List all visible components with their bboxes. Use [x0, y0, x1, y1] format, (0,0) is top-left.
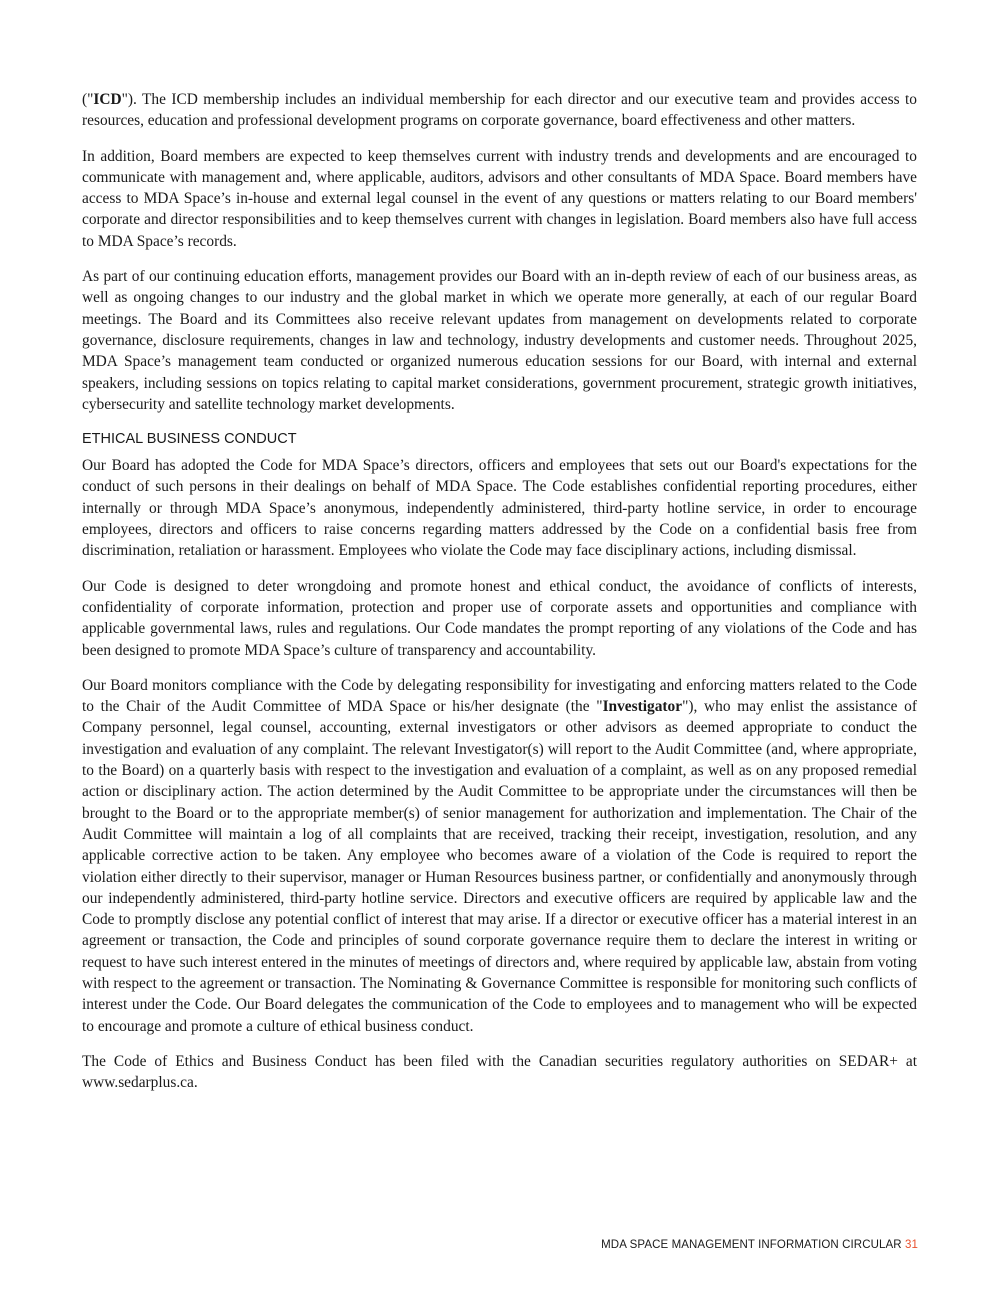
page-number: 31	[905, 1239, 918, 1251]
paragraph-code-designed: Our Code is designed to deter wrongdoing and promote honest and ethical conduct, the avoidance of conflicts of interests, confidentiality of corporate information, protection and proper use of corporate assets and opportunities and compliance with applicable governmental laws, rules and regulations. Our Code mandates the prompt reporting of any violations of the Code and has been designed to promote MDA Space’s culture of transparency and accountability.	[82, 577, 917, 659]
paragraph-code-filed: The Code of Ethics and Business Conduct has been filed with the Canadian securities regulatory authorities on SEDAR+ at www.sedarplus.ca.	[82, 1052, 917, 1092]
paragraph-code-adopted: Our Board has adopted the Code for MDA Space’s directors, officers and employees that sets out our Board's expectations for the conduct of such persons in their dealings on behalf of MDA Space. The Code establishes confidential reporting procedures, either internally or through MDA Space’s anonymous, independently administered, third-party hotline service, in order to encourage employees, directors and officers to raise concerns regarding matters addressed by the Code on a confidential basis free from discrimination, retaliation or harassment. Employees who violate the Code may face disciplinary actions, including dismissal.	[82, 457, 917, 560]
page-footer	[601, 1239, 918, 1251]
page-body	[82, 89, 917, 1107]
defined-term-icd: ICD	[93, 91, 122, 108]
paragraph-text: ("	[82, 91, 94, 108]
section-heading-ethical-business-conduct: ETHICAL BUSINESS CONDUCT	[82, 431, 297, 448]
paragraph-board-current: In addition, Board members are expected to keep themselves current with industry trends and developments and are encouraged to communicate with management and, where applicable, auditors, advisors and other consultants of MDA Space. Board members have access to MDA Space’s in-house and external legal counsel in the event of any questions or matters relating to our Board members' corporate and director responsibilities and to keep themselves current with changes in legislation. Board members also have full access to MDA Space’s records.	[82, 147, 917, 250]
defined-term-investigator: Investigator	[602, 698, 683, 716]
paragraph-icd-membership	[82, 89, 917, 132]
paragraph-text: "), who may enlist the assistance of Company personnel, legal counsel, accounting, external investigators or other advisors as deemed appropriate to conduct the investigation and evaluation of any complaint. The relevant Investigator(s) will report to the Audit Committee (and, where appropriate, to the Board) on a quarterly basis with respect to the investigation and evaluation of a complaint, as well as on any proposed remedial action or disciplinary action. The action determined by the Audit Committee to be appropriate under the circumstances will then be brought to the Board or to the appropriate member(s) of senior management for authorization and implementation. The Chair of the Audit Committee will maintain a log of all complaints that are received, tracking their receipt, investigation, resolution, and any applicable corrective action to be taken. Any employee who becomes aware of a violation of the Code is required to report the violation either directly to their supervisor, manager or Human Resources business partner, or confidentially and anonymously through our independently administered, third-party hotline service. Directors and executive officers are required by applicable law and the Code to promptly disclose any potential conflict of interest that may arise. If a director or executive officer has a material interest in an agreement or transaction, the Code and principles of sound corporate governance require them to declare the interest in writing or request to have such interest entered in the minutes of meetings of directors and, where required by applicable law, abstain from voting with respect to the agreement or transaction. The Nominating & Governance Committee is responsible for monitoring such conflicts of interest under the Code. Our Board delegates the communication of the Code to employees and to management who will be expected to encourage and promote a culture of ethical business conduct.	[82, 698, 917, 1035]
paragraph-board-monitors	[82, 675, 917, 1037]
paragraph-text: "). The ICD membership includes an individual membership for each director and our executive team and provides access to resources, education and professional development programs on corporate governance, board effectiveness and other matters.	[82, 91, 917, 130]
paragraph-continuing-education: As part of our continuing education efforts, management provides our Board with an in-depth review of each of our business areas, as well as ongoing changes to our industry and the global market in which we operate more generally, at each of our regular Board meetings. The Board and its Committees also receive relevant updates from management on developments related to corporate governance, disclosure requirements, changes in law and technology, industry developments and customer needs. Throughout 2025, MDA Space’s management team conducted or organized numerous education sessions for our Board, with internal and external speakers, including sessions on topics relating to capital market considerations, government procurement, strategic growth initiatives, cybersecurity and satellite technology market developments.	[82, 268, 917, 413]
paragraph-text: Our Board monitors compliance with the Code by delegating responsibility for investigating and enforcing matters related to the Code to the Chair of the Audit Committee of MDA Space or his/her designate (the "	[82, 676, 917, 716]
footer-title: MDA SPACE MANAGEMENT INFORMATION CIRCULAR	[601, 1239, 902, 1251]
